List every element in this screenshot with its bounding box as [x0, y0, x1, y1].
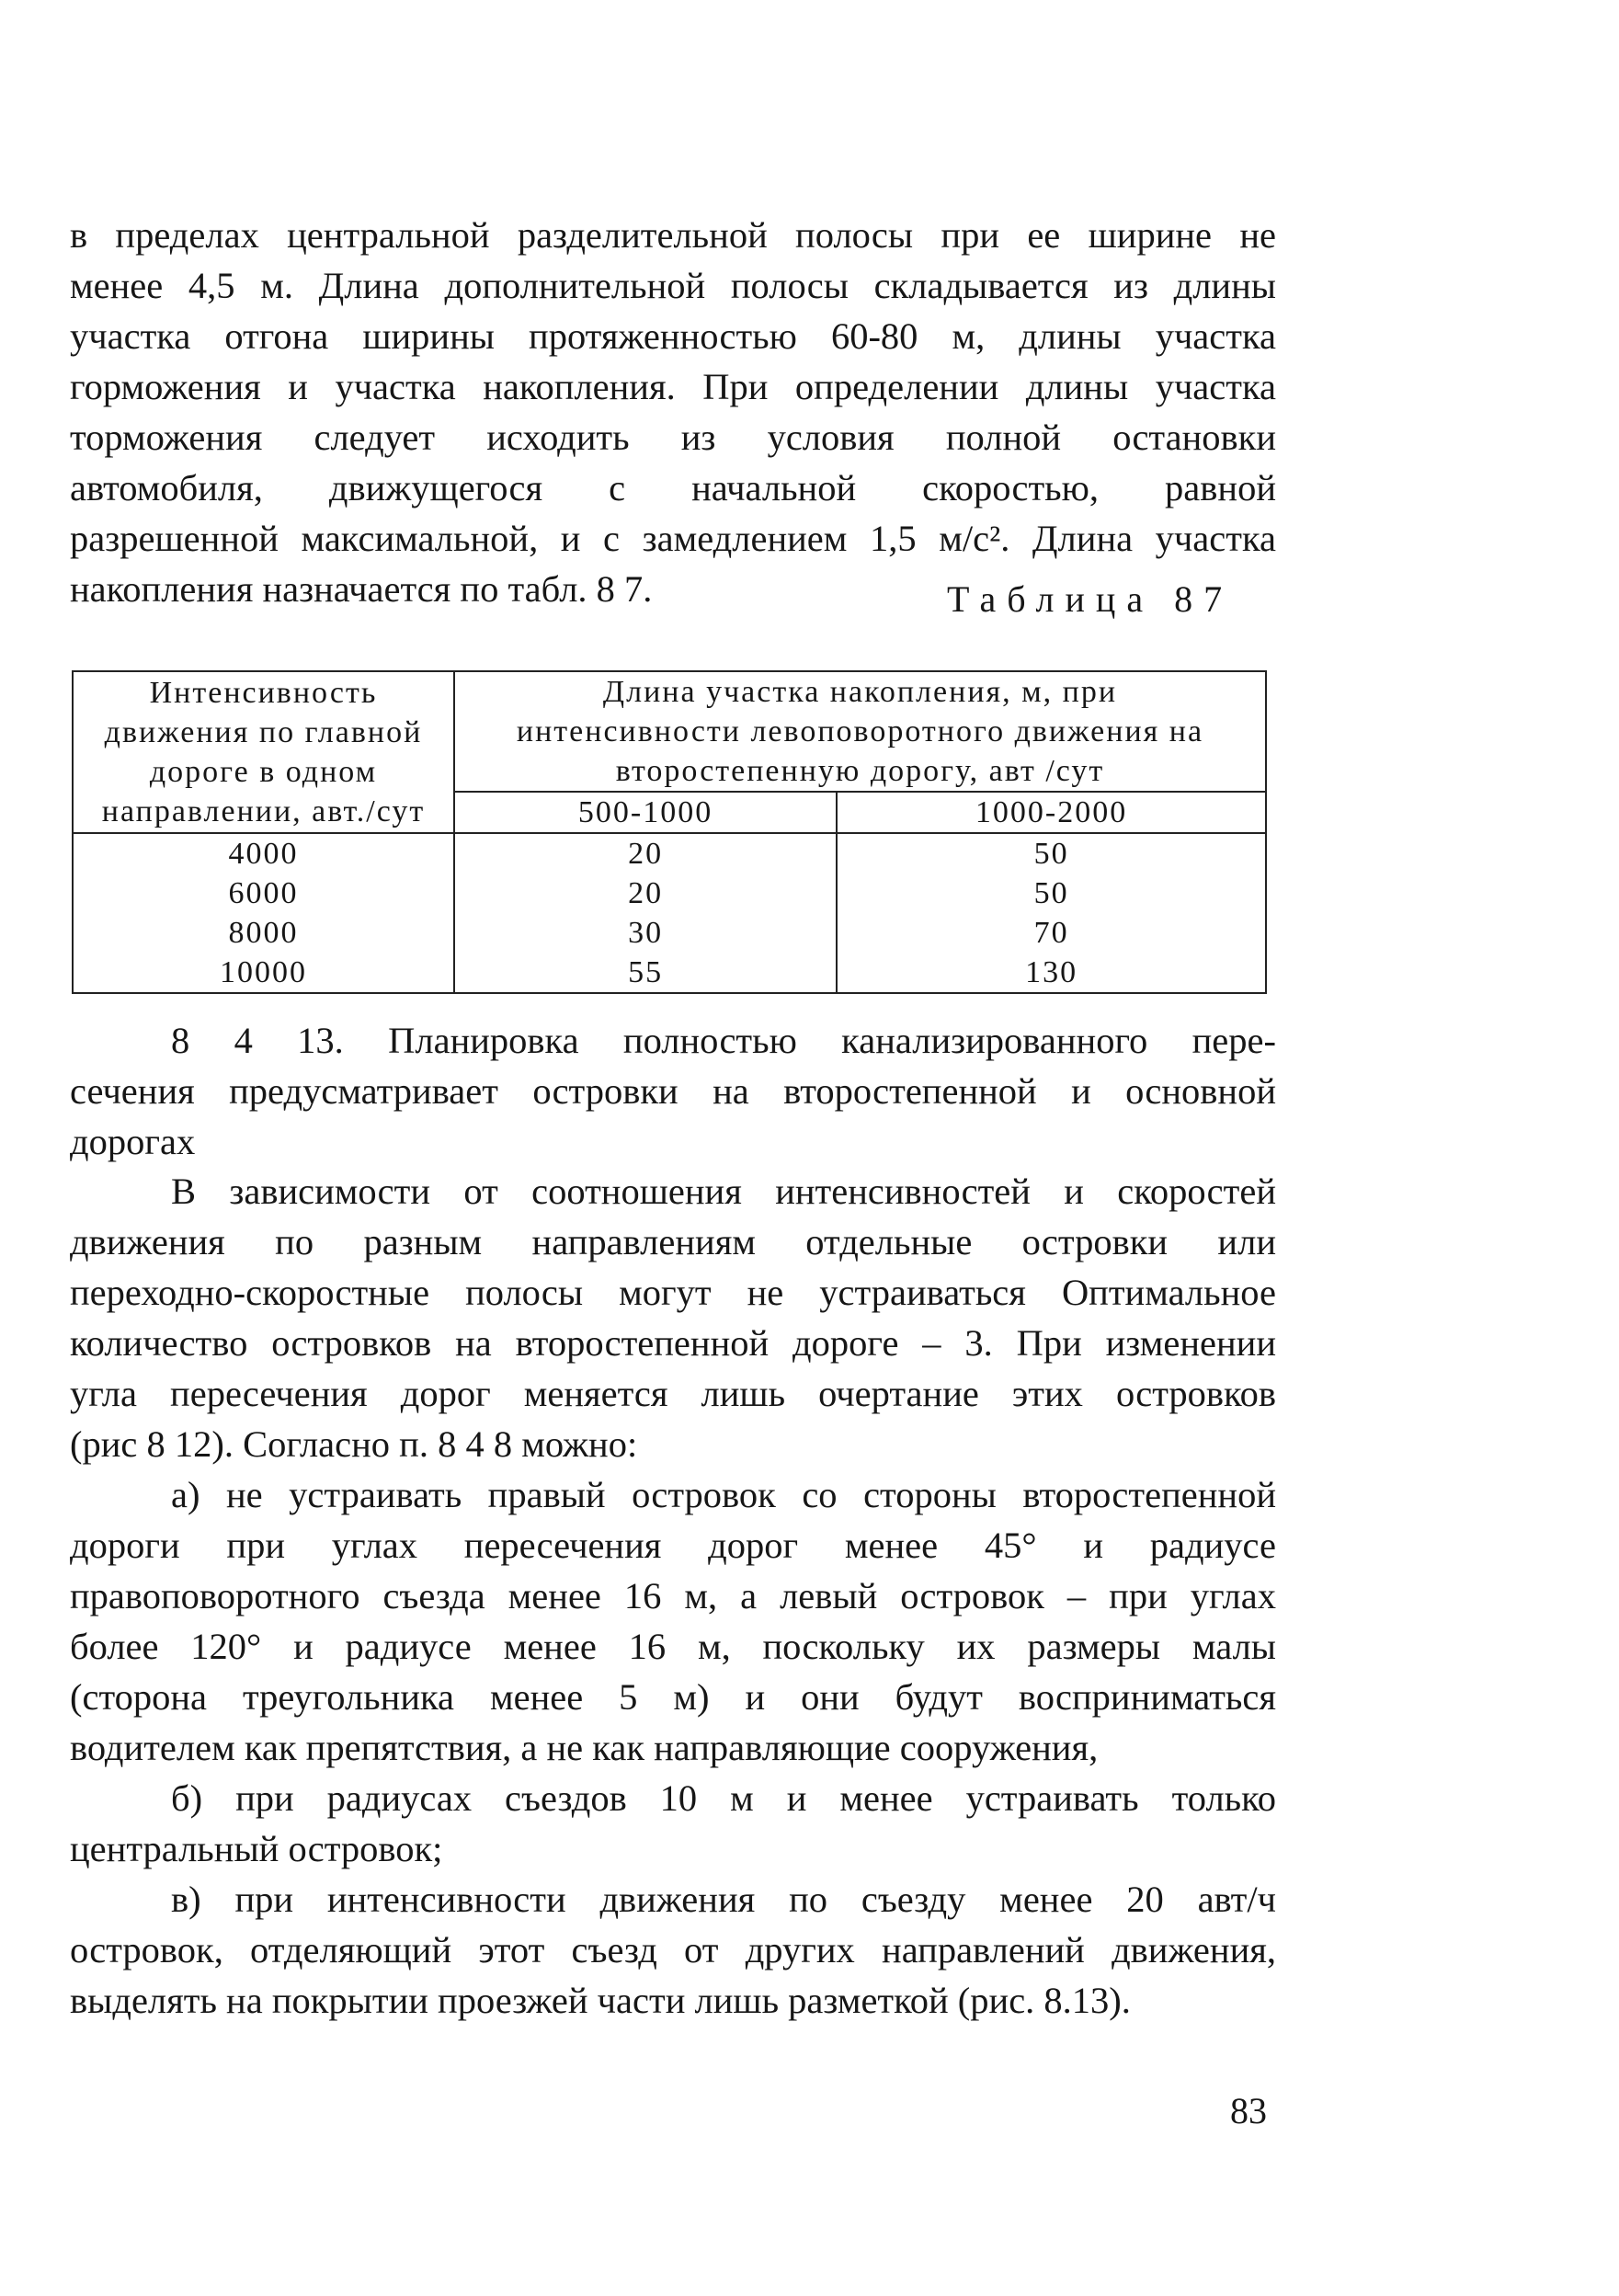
header-line: направлении, авт./сут: [101, 794, 426, 828]
text-line: (рис 8 12). Согласно п. 8 4 8 можно:: [70, 1423, 638, 1465]
table-cell: 30: [628, 916, 664, 950]
table-cell: 8000: [228, 916, 299, 950]
column-intensity: [73, 833, 454, 993]
text-line: островок, отделяющий этот съезд от других направлений движения,: [70, 1929, 1276, 1970]
subheader-cell: 500-1000: [454, 792, 837, 833]
text-line: дорогах: [70, 1121, 196, 1162]
header-line: второстепенную дорогу, авт /сут: [615, 754, 1105, 788]
text-line: б) при радиусах съездов 10 м и менее устраивать только: [171, 1777, 1276, 1819]
list-item-c: [70, 1874, 1276, 2026]
text-line: правоповоротного съезда менее 16 м, а левый островок – при углах: [70, 1575, 1276, 1616]
text-line: В зависимости от соотношения интенсивностей и скоростей: [171, 1171, 1276, 1212]
column-500-1000: [454, 833, 837, 993]
header-line: движения по главной: [104, 715, 423, 749]
text-line: торможения следует исходить из условия полной остановки: [70, 417, 1276, 458]
header-line: Длина участка накопления, м, при: [602, 675, 1118, 709]
text-line: накопления назначается по табл. 8 7.: [70, 568, 653, 610]
text-line: менее 4,5 м. Длина дополнительной полосы складывается из длины: [70, 265, 1276, 306]
table-cell: 6000: [228, 876, 299, 910]
table-cell: 130: [1025, 955, 1078, 989]
header-line: интенсивности левоповоротного движения на: [516, 714, 1204, 748]
text-line: более 120° и радиусе менее 16 м, поскольку их размеры малы: [70, 1626, 1276, 1667]
table-caption: Таблица 87: [947, 578, 1234, 620]
header-line: Интенсивность: [149, 676, 378, 710]
text-line: переходно-скоростные полосы могут не устраиваться Оптимальное: [70, 1272, 1276, 1313]
table-header-length: [454, 671, 1266, 792]
paragraph-islands: [70, 1166, 1276, 1469]
text-line: участка отгона ширины протяженностью 60-80 м, длины участка: [70, 315, 1276, 357]
text-line: автомобиля, движущегося с начальной скоростью, равной: [70, 467, 1276, 508]
text-line: а) не устраивать правый островок со стороны второстепенной: [171, 1474, 1276, 1515]
text-line: горможения и участка накопления. При определении длины участка: [70, 366, 1276, 407]
table-cell: 55: [628, 955, 664, 989]
text-line: угла пересечения дорог меняется лишь очертание этих островков: [70, 1373, 1276, 1414]
section-8-4-13: [70, 1015, 1276, 1167]
list-item-b: [70, 1773, 1276, 1874]
text-line: движения по разным направлениям отдельные островки или: [70, 1221, 1276, 1262]
list-item-a: [70, 1469, 1276, 1773]
intro-paragraph: [70, 210, 1276, 614]
text-line: разрешенной максимальной, и с замедлением 1,5 м/с². Длина участка: [70, 518, 1276, 559]
table-cell: 50: [1033, 876, 1069, 910]
table-cell: 4000: [228, 837, 299, 871]
table-header-intensity: [73, 671, 454, 833]
text-line: в пределах центральной разделительной полосы при ее ширине не: [70, 214, 1276, 256]
text-line: выделять на покрытии проезжей части лишь разметкой (рис. 8.13).: [70, 1980, 1131, 2021]
table-cell: 20: [628, 876, 664, 910]
column-1000-2000: [837, 833, 1266, 993]
table-body: [73, 833, 1266, 993]
text-line: 8 4 13. Планировка полностью канализированного пере-: [171, 1020, 1276, 1061]
text-line: дороги при углах пересечения дорог менее 45° и радиусе: [70, 1525, 1276, 1566]
table-cell: 50: [1033, 837, 1069, 871]
data-table: [72, 670, 1267, 994]
header-line: дороге в одном: [149, 755, 378, 789]
text-line: центральный островок;: [70, 1828, 443, 1869]
text-line: сечения предусматривает островки на второстепенной и основной: [70, 1070, 1276, 1112]
text-line: (сторона треугольника менее 5 м) и они будут восприниматься: [70, 1676, 1276, 1718]
page-number: 83: [1230, 2090, 1267, 2131]
table-cell: 20: [628, 837, 664, 871]
table-cell: 70: [1033, 916, 1069, 950]
text-line: в) при интенсивности движения по съезду менее 20 авт/ч: [171, 1879, 1276, 1920]
table-cell: 10000: [220, 955, 307, 989]
text-line: количество островков на второстепенной дороге – 3. При изменении: [70, 1322, 1276, 1364]
text-line: водителем как препятствия, а не как направляющие сооружения,: [70, 1727, 1099, 1768]
subheader-cell: 1000-2000: [837, 792, 1266, 833]
